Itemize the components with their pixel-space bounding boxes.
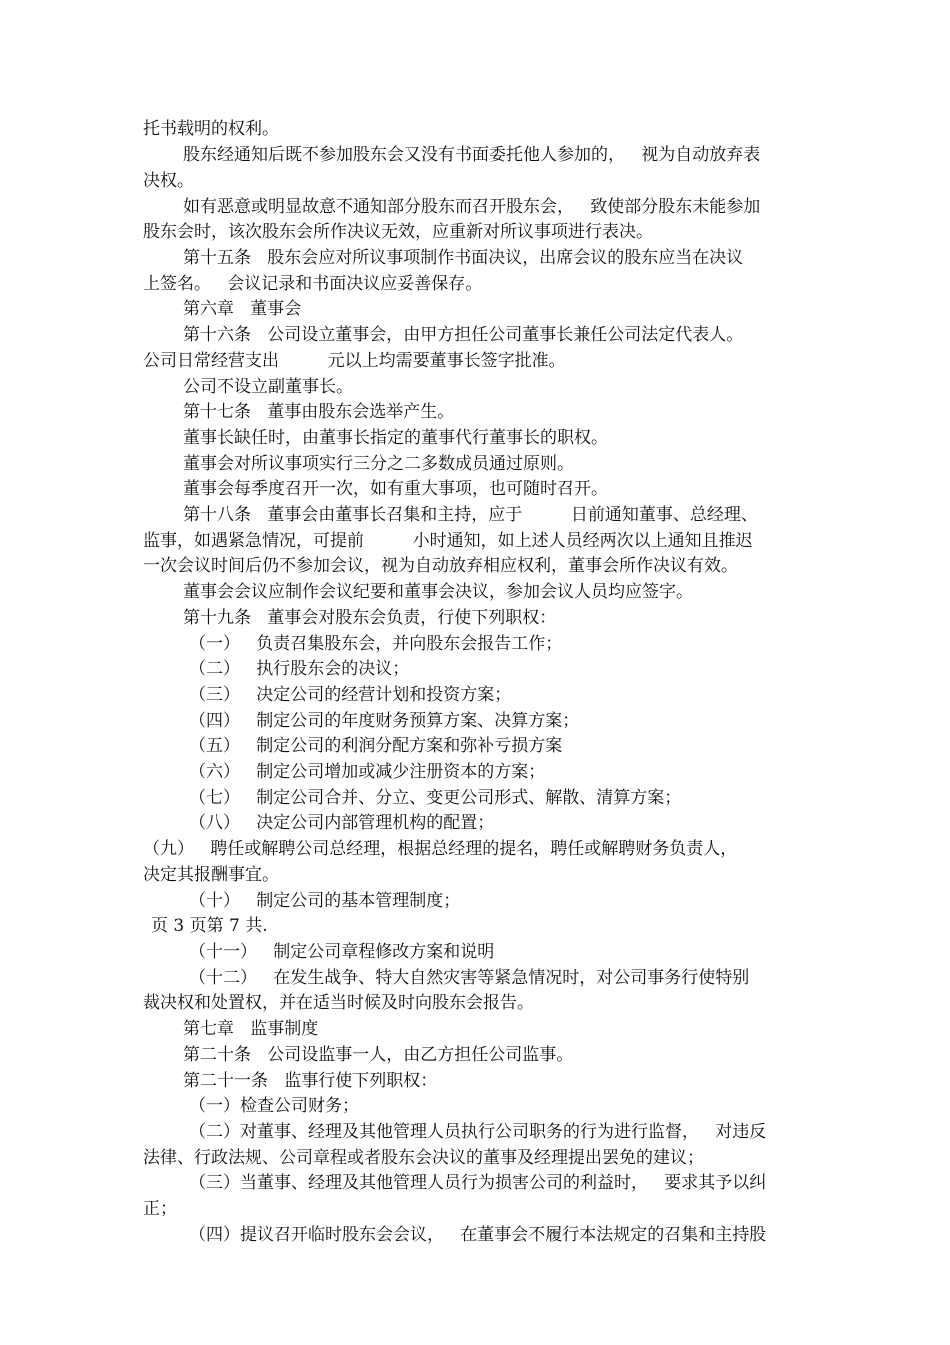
list-item-2: （二） 执行股东会的决议； — [189, 659, 410, 679]
list-item-11: （十一） 制定公司章程修改方案和说明 — [189, 942, 495, 962]
text-line-15: 董事会每季度召开一次，如有重大事项，也可随时召开。 — [183, 479, 608, 499]
text-line-3: 决权。 — [143, 171, 194, 191]
text-line-43: 正； — [143, 1199, 177, 1219]
list-item-9: （九） 聘任或解聘公司总经理，根据总经理的提名，聘任或解聘财务负责人， — [143, 839, 738, 859]
text-line-11: 公司不设立副董事长。 — [183, 377, 353, 397]
article-15: 第十五条 股东会应对所议事项制作书面决议，出席会议的股东应当在决议 — [183, 248, 744, 268]
list-item-8: （八） 决定公司内部管理机构的配置； — [189, 813, 495, 833]
supervisor-item-4: （四）提议召开临时股东会会议， 在董事会不履行本法规定的召集和主持股 — [189, 1225, 767, 1245]
page-number-note: 页 3 页第 7 共. — [151, 916, 268, 936]
list-item-5: （五） 制定公司的利润分配方案和弥补亏损方案 — [189, 736, 563, 756]
text-line-19: 董事会会议应制作会议纪要和董事会决议，参加会议人员均应签字。 — [183, 582, 693, 602]
list-item-3: （三） 决定公司的经营计划和投资方案； — [189, 685, 512, 705]
article-19: 第十九条 董事会对股东会负责，行使下列职权： — [183, 608, 557, 628]
text-line-35: 裁决权和处置权，并在适当时候及时向股东会报告。 — [143, 993, 534, 1013]
list-item-10: （十） 制定公司的基本管理制度； — [189, 891, 461, 911]
text-line-30: 决定其报酬事宜。 — [143, 865, 279, 885]
text-line-17: 监事，如遇紧急情况，可提前 小时通知，如上述人员经两次以上通知且推迟 — [143, 531, 753, 551]
article-21: 第二十一条 监事行使下列职权： — [183, 1071, 438, 1091]
text-line-2: 股东经通知后既不参加股东会又没有书面委托他人参加的， 视为自动放弃表 — [183, 145, 761, 165]
text-line-10: 公司日常经营支出 元以上均需要董事长签字批准。 — [143, 351, 566, 371]
list-item-6: （六） 制定公司增加或减少注册资本的方案； — [189, 762, 546, 782]
chapter-6-heading: 第六章 董事会 — [183, 299, 302, 319]
supervisor-item-3: （三）当董事、经理及其他管理人员行为损害公司的利益时， 要求其予以纠 — [189, 1173, 767, 1193]
text-line-5: 股东会时，该次股东会所作决议无效，应重新对所议事项进行表决。 — [143, 222, 653, 242]
text-line-41: 法律、行政法规、公司章程或者股东会决议的董事及经理提出罢免的建议； — [143, 1148, 704, 1168]
text-line-18: 一次会议时间后仍不参加会议，视为自动放弃相应权利，董事会所作决议有效。 — [143, 556, 738, 576]
text-line-1: 托书载明的权利。 — [143, 119, 279, 139]
supervisor-item-1: （一）检查公司财务； — [189, 1096, 359, 1116]
chapter-7-heading: 第七章 监事制度 — [183, 1019, 319, 1039]
article-16: 第十六条 公司设立董事会，由甲方担任公司董事长兼任公司法定代表人。 — [183, 325, 744, 345]
text-line-4: 如有恶意或明显故意不通知部分股东而召开股东会， 致使部分股东未能参加 — [183, 197, 761, 217]
list-item-4: （四） 制定公司的年度财务预算方案、决算方案； — [189, 711, 580, 731]
text-line-7: 上签名。 会议记录和书面决议应妥善保存。 — [143, 274, 483, 294]
text-line-13: 董事长缺任时，由董事长指定的董事代行董事长的职权。 — [183, 428, 608, 448]
list-item-12: （十二） 在发生战争、特大自然灾害等紧急情况时，对公司事务行使特别 — [189, 968, 750, 988]
article-18: 第十八条 董事会由董事长召集和主持，应于 日前通知董事、总经理、 — [183, 505, 758, 525]
text-line-14: 董事会对所议事项实行三分之二多数成员通过原则。 — [183, 454, 574, 474]
article-20: 第二十条 公司设监事一人，由乙方担任公司监事。 — [183, 1045, 574, 1065]
list-item-7: （七） 制定公司合并、分立、变更公司形式、解散、清算方案； — [189, 788, 682, 808]
article-17: 第十七条 董事由股东会选举产生。 — [183, 402, 455, 422]
supervisor-item-2: （二）对董事、经理及其他管理人员执行公司职务的行为进行监督， 对违反 — [189, 1122, 767, 1142]
list-item-1: （一） 负责召集股东会，并向股东会报告工作； — [189, 634, 563, 654]
